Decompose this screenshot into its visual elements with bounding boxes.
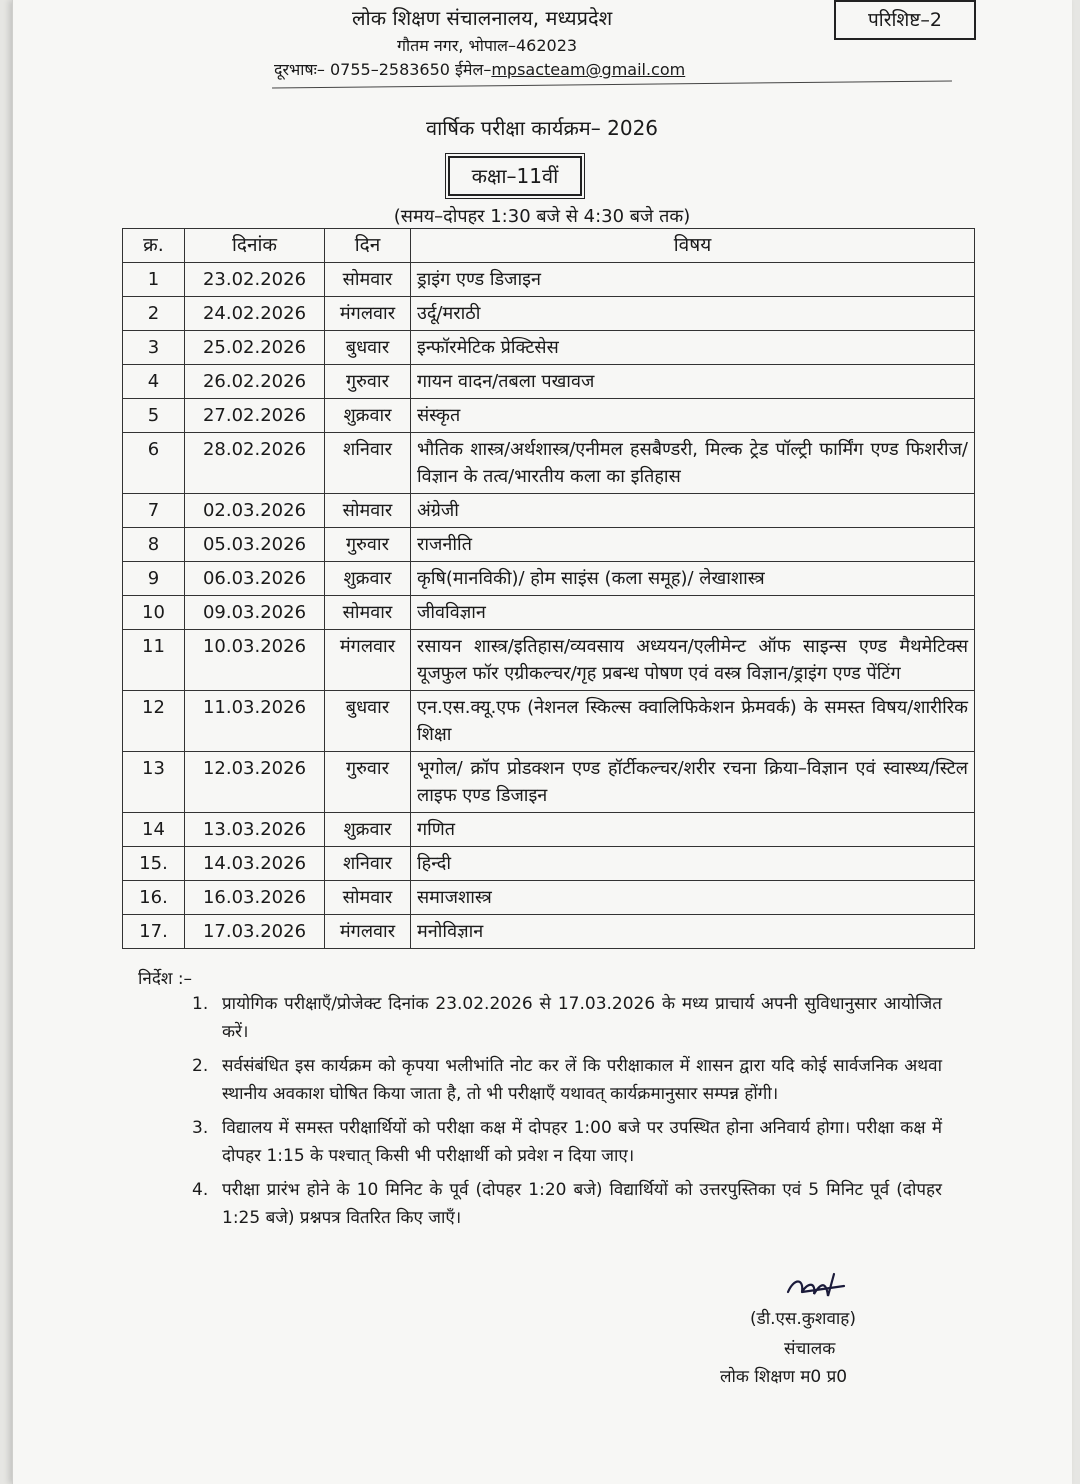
date-cell: 17.03.2026 bbox=[185, 915, 325, 949]
table-row bbox=[123, 752, 975, 813]
day-cell: गुरुवार bbox=[325, 528, 411, 562]
day-cell: शनिवार bbox=[325, 847, 411, 881]
header-serial: क्र. bbox=[123, 229, 185, 263]
header-subject: विषय bbox=[411, 229, 975, 263]
subject-cell: एन.एस.क्यू.एफ (नेशनल स्किल्स क्वालिफिकेशन फ्रेमवर्क) के समस्त विषय/शारीरिक शिक्षा bbox=[411, 691, 975, 752]
table-row bbox=[123, 399, 975, 433]
date-cell: 02.03.2026 bbox=[185, 494, 325, 528]
day-cell: मंगलवार bbox=[325, 297, 411, 331]
serial-cell: 15. bbox=[123, 847, 185, 881]
table-row bbox=[123, 331, 975, 365]
table-row bbox=[123, 297, 975, 331]
table-row bbox=[123, 881, 975, 915]
subject-cell: इन्फॉरमेटिक प्रेक्टिसेस bbox=[411, 331, 975, 365]
table-row bbox=[123, 596, 975, 630]
date-cell: 26.02.2026 bbox=[185, 365, 325, 399]
day-cell: सोमवार bbox=[325, 494, 411, 528]
subject-cell: मनोविज्ञान bbox=[411, 915, 975, 949]
instruction-text: विद्यालय में समस्त परीक्षार्थियों को परीक्षा कक्ष में दोपहर 1:00 बजे पर उपस्थित होना अनिवार्य होगा। परीक्षा कक्ष में दोपहर 1:15 के पश्चात् किसी भी परीक्षार्थी को प्रवेश न दिया जाए। bbox=[222, 1118, 942, 1166]
day-cell: शुक्रवार bbox=[325, 562, 411, 596]
day-cell: गुरुवार bbox=[325, 365, 411, 399]
day-cell: गुरुवार bbox=[325, 752, 411, 813]
serial-cell: 7 bbox=[123, 494, 185, 528]
class-label: कक्षा–11वीं bbox=[448, 156, 582, 196]
day-cell: शुक्रवार bbox=[325, 813, 411, 847]
exam-schedule-table bbox=[122, 228, 975, 949]
document-title: वार्षिक परीक्षा कार्यक्रम– 2026 bbox=[425, 116, 659, 140]
serial-cell: 16. bbox=[123, 881, 185, 915]
day-cell: सोमवार bbox=[325, 881, 411, 915]
table-row bbox=[123, 915, 975, 949]
date-cell: 24.02.2026 bbox=[185, 297, 325, 331]
serial-cell: 5 bbox=[123, 399, 185, 433]
header-day: दिन bbox=[325, 229, 411, 263]
date-cell: 16.03.2026 bbox=[185, 881, 325, 915]
serial-cell: 9 bbox=[123, 562, 185, 596]
document-page bbox=[12, 0, 1072, 1484]
date-cell: 23.02.2026 bbox=[185, 263, 325, 297]
date-cell: 13.03.2026 bbox=[185, 813, 325, 847]
date-cell: 09.03.2026 bbox=[185, 596, 325, 630]
serial-cell: 12 bbox=[123, 691, 185, 752]
table-body bbox=[123, 263, 975, 949]
subject-cell: समाजशास्त्र bbox=[411, 881, 975, 915]
table-header-row bbox=[123, 229, 975, 263]
date-cell: 28.02.2026 bbox=[185, 433, 325, 494]
table-row bbox=[123, 847, 975, 881]
table-row bbox=[123, 528, 975, 562]
serial-cell: 14 bbox=[123, 813, 185, 847]
instruction-number: 2. bbox=[192, 1056, 209, 1076]
instruction-item bbox=[192, 1052, 942, 1108]
instruction-number: 3. bbox=[192, 1118, 209, 1138]
department-address: गौतम नगर, भोपाल–462023 bbox=[397, 36, 578, 55]
instruction-text: सर्वसंबंधित इस कार्यक्रम को कृपया भलीभांति नोट कर लें कि परीक्षाकाल में शासन द्वारा यदि कोई सार्वजनिक अथवा स्थानीय अवकाश घोषित किया जाता है, तो भी परीक्षाएँ यथावत् कार्यक्रमानुसार सम्पन्न होंगी। bbox=[222, 1056, 942, 1104]
instructions-label: निर्देश :– bbox=[138, 969, 193, 989]
subject-cell: उर्दू/मराठी bbox=[411, 297, 975, 331]
phone-text: दूरभाषः– 0755–2583650 ईमेल– bbox=[274, 60, 492, 79]
table-row bbox=[123, 813, 975, 847]
table-row bbox=[123, 365, 975, 399]
serial-cell: 8 bbox=[123, 528, 185, 562]
day-cell: बुधवार bbox=[325, 331, 411, 365]
day-cell: बुधवार bbox=[325, 691, 411, 752]
serial-cell: 10 bbox=[123, 596, 185, 630]
date-cell: 14.03.2026 bbox=[185, 847, 325, 881]
email-address: mpsacteam@gmail.com bbox=[491, 60, 686, 79]
header-date: दिनांक bbox=[185, 229, 325, 263]
day-cell: सोमवार bbox=[325, 263, 411, 297]
subject-cell: संस्कृत bbox=[411, 399, 975, 433]
instruction-item bbox=[192, 990, 942, 1046]
serial-cell: 13 bbox=[123, 752, 185, 813]
table-row bbox=[123, 562, 975, 596]
instruction-item bbox=[192, 1114, 942, 1170]
subject-cell: भूगोल/ क्रॉप प्रोडक्शन एण्ड हॉर्टीकल्चर/शरीर रचना क्रिया–विज्ञान एवं स्वास्थ्य/स्टिल लाइफ एण्ड डिजाइन bbox=[411, 752, 975, 813]
serial-cell: 11 bbox=[123, 630, 185, 691]
subject-cell: गणित bbox=[411, 813, 975, 847]
date-cell: 06.03.2026 bbox=[185, 562, 325, 596]
subject-cell: जीवविज्ञान bbox=[411, 596, 975, 630]
day-cell: शनिवार bbox=[325, 433, 411, 494]
instruction-number: 4. bbox=[192, 1180, 209, 1200]
table-row bbox=[123, 691, 975, 752]
header-divider bbox=[272, 80, 952, 88]
serial-cell: 2 bbox=[123, 297, 185, 331]
serial-cell: 17. bbox=[123, 915, 185, 949]
signatory-name: (डी.एस.कुशवाह) bbox=[750, 1309, 856, 1329]
serial-cell: 4 bbox=[123, 365, 185, 399]
day-cell: मंगलवार bbox=[325, 630, 411, 691]
subject-cell: हिन्दी bbox=[411, 847, 975, 881]
department-name: लोक शिक्षण संचालनालय, मध्यप्रदेश bbox=[352, 6, 613, 30]
date-cell: 10.03.2026 bbox=[185, 630, 325, 691]
serial-cell: 6 bbox=[123, 433, 185, 494]
instruction-item bbox=[192, 1176, 942, 1232]
date-cell: 05.03.2026 bbox=[185, 528, 325, 562]
table-row bbox=[123, 263, 975, 297]
appendix-label: परिशिष्ट–2 bbox=[834, 0, 976, 40]
subject-cell: भौतिक शास्त्र/अर्थशास्त्र/एनीमल हसबैण्डरी, मिल्क ट्रेड पॉल्ट्री फार्मिंग एण्ड फिशरीज/विज्ञान के तत्व/भारतीय कला का इतिहास bbox=[411, 433, 975, 494]
subject-cell: अंग्रेजी bbox=[411, 494, 975, 528]
instructions-list bbox=[192, 990, 942, 1238]
subject-cell: ड्राइंग एण्ड डिजाइन bbox=[411, 263, 975, 297]
table-row bbox=[123, 433, 975, 494]
day-cell: शुक्रवार bbox=[325, 399, 411, 433]
day-cell: मंगलवार bbox=[325, 915, 411, 949]
serial-cell: 1 bbox=[123, 263, 185, 297]
instruction-text: प्रायोगिक परीक्षाएँ/प्रोजेक्ट दिनांक 23.02.2026 से 17.03.2026 के मध्य प्राचार्य अपनी सुविधानुसार आयोजित करें। bbox=[222, 994, 942, 1042]
subject-cell: रसायन शास्त्र/इतिहास/व्यवसाय अध्ययन/एलीमेन्ट ऑफ साइन्स एण्ड मैथमेटिक्स यूजफुल फॉर एग्रीकल्चर/गृह प्रबन्ध पोषण एवं वस्त्र विज्ञान/ड्राइंग एण्ड पेंटिंग bbox=[411, 630, 975, 691]
day-cell: सोमवार bbox=[325, 596, 411, 630]
contact-line bbox=[274, 58, 685, 80]
signatory-department: लोक शिक्षण म0 प्र0 bbox=[720, 1367, 848, 1387]
table-row bbox=[123, 630, 975, 691]
signatory-title: संचालक bbox=[784, 1339, 836, 1359]
table-row bbox=[123, 494, 975, 528]
subject-cell: राजनीति bbox=[411, 528, 975, 562]
date-cell: 25.02.2026 bbox=[185, 331, 325, 365]
subject-cell: गायन वादन/तबला पखावज bbox=[411, 365, 975, 399]
date-cell: 12.03.2026 bbox=[185, 752, 325, 813]
instruction-text: परीक्षा प्रारंभ होने के 10 मिनिट के पूर्व (दोपहर 1:20 बजे) विद्यार्थियों को उत्तरपुस्तिका एवं 5 मिनिट पूर्व (दोपहर 1:25 बजे) प्रश्नपत्र वितरित किए जाएँ। bbox=[222, 1180, 942, 1228]
signature-mark bbox=[782, 1270, 852, 1306]
serial-cell: 3 bbox=[123, 331, 185, 365]
date-cell: 11.03.2026 bbox=[185, 691, 325, 752]
instruction-number: 1. bbox=[192, 994, 209, 1014]
date-cell: 27.02.2026 bbox=[185, 399, 325, 433]
exam-timing: (समय–दोपहर 1:30 बजे से 4:30 बजे तक) bbox=[393, 206, 691, 227]
subject-cell: कृषि(मानविकी)/ होम साइंस (कला समूह)/ लेखाशास्त्र bbox=[411, 562, 975, 596]
